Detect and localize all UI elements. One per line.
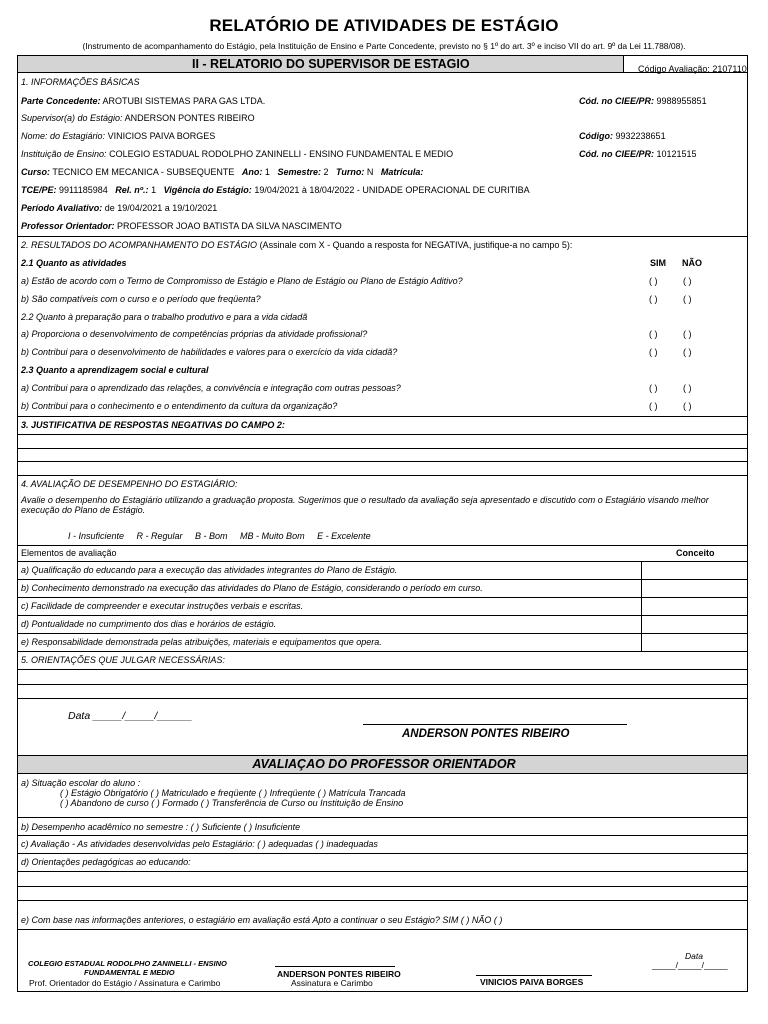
- page-title: RELATÓRIO DE ATIVIDADES DE ESTÁGIO: [209, 16, 559, 35]
- footer-date-label: Data: [685, 951, 703, 961]
- q-2-2-b-sim-checkbox[interactable]: ( ): [649, 347, 658, 357]
- supervisor-footer-name: ANDERSON PONTES RIBEIRO: [277, 969, 401, 979]
- resultados-heading: 2. RESULTADOS DO ACOMPANHAMENTO DO ESTÁGIO (Assinale com X - Quando a resposta for NEGATIVA, justifique-a no campo 5):: [21, 240, 573, 250]
- supervisor-signature-name: ANDERSON PONTES RIBEIRO: [402, 728, 570, 740]
- prof-a-line2[interactable]: ( ) Abandono de curso ( ) Formado ( ) Transferência de Curso ou Instituição de Ensino: [60, 798, 404, 808]
- prof-e[interactable]: e) Com base nas informações anteriores, o estagiário em avaliação está Apto a continuar o seu Estágio? SIM ( ) NÃO ( ): [21, 915, 503, 925]
- info-heading: 1. INFORMAÇÕES BÁSICAS: [21, 77, 140, 87]
- q-2-2-a-nao-checkbox[interactable]: ( ): [683, 329, 692, 339]
- q-2-1-a-sim-checkbox[interactable]: ( ): [649, 276, 658, 286]
- q-2-3-a-nao-checkbox[interactable]: ( ): [683, 383, 692, 393]
- q-2-1-b-sim-checkbox[interactable]: ( ): [649, 294, 658, 304]
- instituicao-ciee: Cód. no CIEE/PR: 10121515: [579, 149, 697, 159]
- avaliacao-c: c) Facilidade de compreender e executar instruções verbais e escritas.: [21, 601, 304, 611]
- col-nao: NÃO: [682, 258, 702, 268]
- student-footer-name: VINICIOS PAIVA BORGES: [480, 977, 584, 987]
- professor-heading: AVALIAÇAO DO PROFESSOR ORIENTADOR: [252, 757, 516, 771]
- avaliacao-scale: I - Insuficiente R - Regular B - Bom MB - Muito Bom E - Excelente: [68, 531, 371, 541]
- page-subtitle: (Instrumento de acompanhamento do Estágio, pela Instituição de Ensino e Parte Concedente, previsto no § 1º do art. 3º e inciso VII do art. 9º da Lei 11.788/08).: [82, 41, 686, 51]
- prof-signature-caption: Prof. Orientador do Estágio / Assinatura e Carimbo: [29, 978, 221, 988]
- avaliacao-heading: 4. AVALIAÇÃO DE DESEMPENHO DO ESTAGIÁRIO:: [21, 479, 238, 489]
- curso-row: Curso: TECNICO EM MECANICA - SUBSEQUENTE Ano: 1 Semestre: 2 Turno: N Matrícula:: [21, 167, 424, 177]
- col-conceito: Conceito: [676, 548, 715, 558]
- avaliacao-intro-2: execução do Plano de Estágio.: [21, 505, 146, 515]
- codigo-avaliacao: Código Avaliação: 2107110: [638, 64, 747, 74]
- col-elementos: Elementos de avaliação: [21, 548, 117, 558]
- q-2-1-a-nao-checkbox[interactable]: ( ): [683, 276, 692, 286]
- q-2-2-b: b) Contribui para o desenvolvimento de habilidades e valores para o exercício da vida cidadã?: [21, 347, 398, 357]
- section-2-3: 2.3 Quanto a aprendizagem social e cultural: [21, 365, 209, 375]
- col-sim: SIM: [650, 258, 667, 268]
- prof-d: d) Orientações pedagógicas ao educando:: [21, 857, 191, 867]
- prof-a-label: a) Situação escolar do aluno :: [21, 778, 141, 788]
- footer-date-blank[interactable]: _____/_____/_____: [652, 960, 728, 970]
- avaliacao-b: b) Conhecimento demonstrado na execução das atividades do Plano de Estágio, considerando o período em curso.: [21, 583, 483, 593]
- section-2-1: 2.1 Quanto as atividades: [21, 258, 127, 268]
- school-line-2: FUNDAMENTAL E MEDIO: [84, 968, 175, 977]
- q-2-3-a-sim-checkbox[interactable]: ( ): [649, 383, 658, 393]
- supervisor-footer-caption: Assinatura e Carimbo: [291, 978, 373, 988]
- avaliacao-intro-1: Avalie o desempenho do Estagiário utilizando a graduação proposta. Sugerimos que o resultado da avaliação seja apresentado e discutido com o Estagiário visando melhor: [21, 495, 709, 505]
- estagiario-codigo: Código: 9932238651: [579, 131, 666, 141]
- justificativa-heading: 3. JUSTIFICATIVA DE RESPOSTAS NEGATIVAS DO CAMPO 2:: [21, 420, 285, 430]
- supervisor-signature-line: [363, 724, 627, 725]
- supervisor-date[interactable]: Data _____/_____/______: [68, 710, 193, 722]
- prof-a-line1[interactable]: ( ) Estágio Obrigatório ( ) Matriculado e freqüente ( ) Infreqüente ( ) Matrícula Trancada: [60, 788, 406, 798]
- q-2-2-b-nao-checkbox[interactable]: ( ): [683, 347, 692, 357]
- avaliacao-d: d) Pontualidade no cumprimento dos dias e horários de estágio.: [21, 619, 277, 629]
- q-2-3-a: a) Contribui para o aprendizado das relações, a convivência e integração com outras pessoas?: [21, 383, 401, 393]
- q-2-2-a-sim-checkbox[interactable]: ( ): [649, 329, 658, 339]
- supervisor-footer-line: [275, 966, 395, 967]
- avaliacao-a: a) Qualificação do educando para a execução das atividades integrantes do Plano de Estágio.: [21, 565, 398, 575]
- supervisor: Supervisor(a) do Estágio: ANDERSON PONTES RIBEIRO: [21, 113, 255, 123]
- school-line-1: COLEGIO ESTADUAL RODOLPHO ZANINELLI - ENSINO: [28, 959, 227, 968]
- section-2-2: 2.2 Quanto à preparação para o trabalho produtivo e para a vida cidadã: [21, 312, 308, 322]
- prof-b[interactable]: b) Desempenho acadêmico no semestre : ( ) Suficiente ( ) Insuficiente: [21, 822, 301, 832]
- estagiario-nome: Nome: do Estagiário: VINICIOS PAIVA BORGES: [21, 131, 216, 141]
- professor-orientador: Professor Orientador: PROFESSOR JOAO BATISTA DA SILVA NASCIMENTO: [21, 221, 342, 231]
- prof-c[interactable]: c) Avaliação - As atividades desenvolvidas pelo Estagiário: ( ) adequadas ( ) inadequadas: [21, 839, 378, 849]
- instituicao: Instituição de Ensino: COLEGIO ESTADUAL RODOLPHO ZANINELLI - ENSINO FUNDAMENTAL E MEDIO: [21, 149, 454, 159]
- q-2-1-a: a) Estão de acordo com o Termo de Compromisso de Estágio e Plano de Estágio ou Plano de Estágio Aditivo?: [21, 276, 463, 286]
- parte-ciee: Cód. no CIEE/PR: 9988955851: [579, 96, 707, 106]
- orientacoes-heading: 5. ORIENTAÇÕES QUE JULGAR NECESSÁRIAS:: [21, 655, 225, 665]
- q-2-3-b: b) Contribui para o conhecimento e o entendimento da cultura da organização?: [21, 401, 338, 411]
- q-2-3-b-nao-checkbox[interactable]: ( ): [683, 401, 692, 411]
- q-2-2-a: a) Proporciona o desenvolvimento de competências próprias da atividade profissional?: [21, 329, 368, 339]
- q-2-1-b-nao-checkbox[interactable]: ( ): [683, 294, 692, 304]
- supervisor-heading: II - RELATORIO DO SUPERVISOR DE ESTAGIO: [192, 57, 470, 71]
- avaliacao-e: e) Responsabilidade demonstrada pelas atribuições, materiais e equipamentos que opera.: [21, 637, 382, 647]
- periodo-avaliativo: Período Avaliativo: de 19/04/2021 a 19/10/2021: [21, 203, 218, 213]
- parte-concedente: Parte Concedente: AROTUBI SISTEMAS PARA GAS LTDA.: [21, 96, 266, 106]
- q-2-1-b: b) São compatíveis com o curso e o período que freqüenta?: [21, 294, 261, 304]
- q-2-3-b-sim-checkbox[interactable]: ( ): [649, 401, 658, 411]
- tce-row: TCE/PE: 9911185984 Rel. nº.: 1 Vigência do Estágio: 19/04/2021 à 18/04/2022 - UNIDADE OPERACIONAL DE CURITIBA: [21, 185, 530, 195]
